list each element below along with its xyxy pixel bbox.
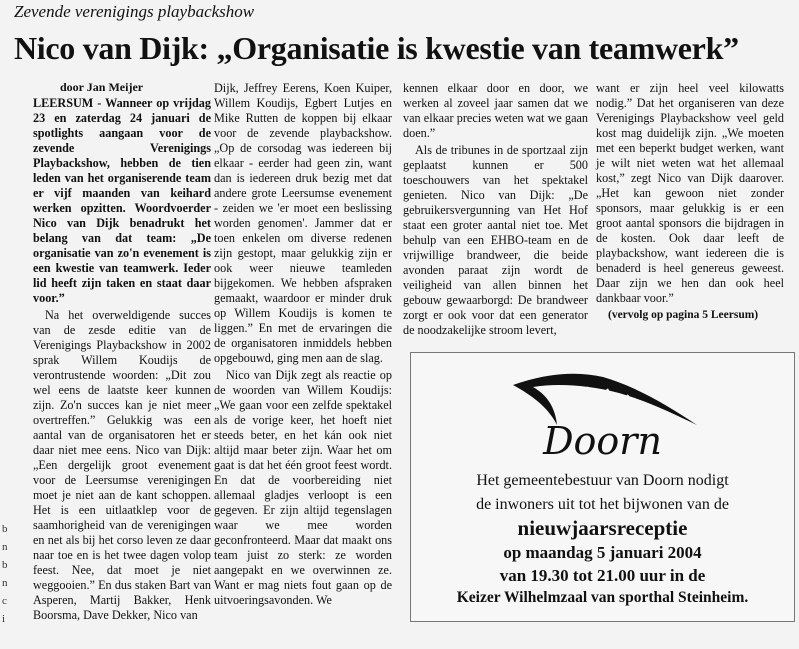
article-paragraph: Nico van Dijk zegt als reactie op de woorden van Willem Koudijs: „We gaan voor een zelfde spektakel als de vorige keer, het hoeft niet steeds beter, en het kán ook niet altijd maar beter zijn. Waar het om gaat is dat het één groot feest wordt. En dat de voorbereiding niet allemaal gladjes verloopt is een gegeven. Er zijn altijd tegenslagen waar we mee worden geconfronteerd. Maar dat maakt ons team juist zo sterk: ze worden aangepakt en we overwinnen ze. Want er mag niets fout gaan op de uitvoeringsavonden. We <box>214 368 392 607</box>
edge-fragment: c <box>2 595 7 607</box>
article-headline: Nico van Dijk: „Organisatie is kwestie van teamwerk” <box>14 30 739 66</box>
ad-event-venue: Keizer Wilhelmzaal van sporthal Steinheim. <box>456 589 749 606</box>
advertisement-box <box>410 352 795 622</box>
edge-fragment: b <box>2 559 8 571</box>
article-column-2 <box>214 81 392 608</box>
article-column-4 <box>596 81 784 323</box>
edge-fragment: i <box>2 613 6 625</box>
article-byline: door Jan Meijer <box>60 80 144 94</box>
article-column-3 <box>403 81 588 338</box>
adjacent-column-fragments <box>2 520 12 628</box>
article-kicker: Zevende verenigings playbackshow <box>14 2 255 21</box>
ad-event-date: op maandag 5 januari 2004 <box>503 543 702 562</box>
edge-fragment: n <box>2 541 8 553</box>
edge-fragment: n <box>2 577 8 589</box>
ad-town-name: Doorn <box>543 419 662 463</box>
article-paragraph: Als de tribunes in de sportzaal zijn geplaatst kunnen er 500 toeschouwers van het spektakel genieten. Nico van Dijk: „De gebruikersvergunning van Het Hof staat een groter aantal niet toe. Met behulp van een EHBO-team en de vrijwillige brandweer, die beide avonden paraat zijn wordt de veiligheid van allen binnen het gebouw gewaarborgd: De brandweer zorgt er ook voor dat een generator de noodzakelijke stroom levert, <box>403 143 588 337</box>
edge-fragment: b <box>2 523 8 535</box>
ad-event-name: nieuwjaarsreceptie <box>517 516 688 540</box>
ad-invitation-line: Het gemeentebestuur van Doorn nodigt <box>476 472 729 489</box>
article-paragraph: kennen elkaar door en door, we werken al zoveel jaar samen dat we van elkaar precies weten wat we gaan doen.” <box>403 81 588 140</box>
article-paragraph: Dijk, Jeffrey Eerens, Koen Kuiper, Willem Koudijs, Egbert Lutjes en Mike Rutten de koppen bij elkaar voor de zevende playbackshow. „Op de corsodag was iedereen bij elkaar - eerder had geen zin, want dan is iedereen druk bezig met dat andere grote Leersumse evenement - zeiden we 'er moet een beslissing worden genomen'. Jammer dat er toen enkelen om diverse redenen zijn gestopt, maar gelukkig zijn er ook weer nieuwe teamleden bijgekomen. We hebben afspraken gemaakt, waardoor er minder druk op Willem Koudijs is komen te liggen.” En met de ervaringen die de organisatoren inmiddels hebben opgebouwd, ging men aan de slag. <box>214 81 392 365</box>
article-lead-paragraph: LEERSUM - Wanneer op vrijdag 23 en zaterdag 24 januari de spotlights aangaan voor de zevende Verenigings Playbackshow, hebben de tien leden van het organiserende team er vijf maanden van keihard werken opzitten. Woordvoerder Nico van Dijk benadrukt het belang van dat team: „De organisatie van zo'n evenement is een kwestie van teamwerk. Ieder lid heeft zijn taken en staat daar voor.” <box>33 96 211 305</box>
article-column-1 <box>33 96 211 623</box>
article-paragraph: Na het overweldigende succes van de zesde editie van de Verenigings Playbackshow in 2002 sprak Willem Koudijs de verontrustende woorden: „Dit zou wel eens de laatste keer kunnen zijn. Zo'n succes kan je niet meer overtreffen.” Gelukkig was een aantal van de organisatoren het er daar niet mee eens. Nico van Dijk: „Een dergelijk groot evenement voor de Leersumse verenigingen moet je niet aan de kant schoppen. Het is een uitlaatklep voor de saamhorigheid van de verenigingen en net als bij het corso leven ze daar naar toe en is het twee dagen volop feest. Nee, dat moet je niet weggooien.” En dus staken Bart van Asperen, Martij Bakker, Henk Boorsma, Dave Dekker, Nico van <box>33 308 211 622</box>
ad-invitation-line: de inwoners uit tot het bijwonen van de <box>476 496 729 513</box>
continuation-note: (vervolg op pagina 5 Leersum) <box>608 309 759 321</box>
ad-event-time: van 19.30 tot 21.00 uur in de <box>499 566 706 585</box>
article-paragraph: want er zijn heel veel kilowatts nodig.” Dat het organiseren van deze Verenigings Playbackshow veel geld kost mag duidelijk zijn. „We moeten met een beperkt budget werken, want je wilt niet weten wat het allemaal kost,” zegt Nico van Dijk daarover. „Het kan gewoon niet zonder sponsors, maar gelukkig is er een groot aantal sponsors die bijdragen in de kosten. Ook daar leeft de playbackshow, want iedereen die is benaderd is heel genereus geweest. Daar zijn we hen dan ook heel dankbaar voor.” <box>596 81 784 305</box>
